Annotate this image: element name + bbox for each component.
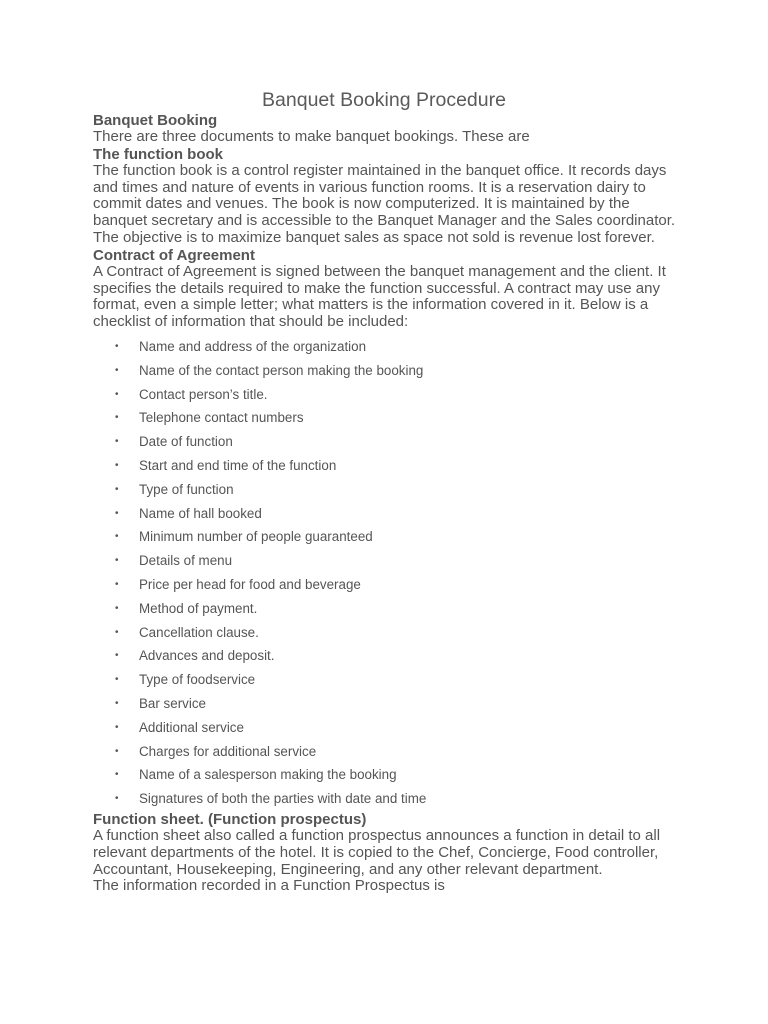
- list-item-text: Cancellation clause.: [139, 624, 259, 640]
- list-item: [93, 787, 683, 811]
- bullet-icon: •: [115, 650, 119, 662]
- bullet-icon: •: [115, 412, 119, 424]
- function-sheet-text: A function sheet also called a function prospectus announces a function in detail to all relevant departments of the hotel. It is copied to the Chef, Concierge, Food controller, Accountant, Housekeeping, Engineering, and any other relevant department.: [93, 826, 661, 878]
- list-item-text: Additional service: [139, 719, 244, 735]
- list-item: [93, 549, 683, 573]
- list-item-text: Name of hall booked: [139, 505, 262, 521]
- bullet-icon: •: [115, 388, 119, 400]
- bullet-icon: •: [115, 697, 119, 709]
- list-item: [93, 692, 683, 716]
- list-item-text: Signatures of both the parties with date and time: [139, 791, 427, 807]
- list-item-text: Details of menu: [139, 553, 233, 569]
- banquet-booking-text: There are three documents to make banquet bookings. These are: [93, 128, 530, 145]
- list-item: [93, 335, 683, 359]
- list-item: [93, 502, 683, 526]
- section-heading-contract: Contract of Agreement: [93, 246, 255, 264]
- bullet-icon: •: [115, 626, 119, 638]
- list-item: [93, 383, 683, 407]
- list-item-text: Minimum number of people guaranteed: [139, 529, 373, 545]
- list-item: [93, 621, 683, 645]
- bullet-icon: •: [115, 602, 119, 614]
- list-item: [93, 668, 683, 692]
- list-item: [93, 478, 683, 502]
- list-item: [93, 430, 683, 454]
- list-item-text: Name of the contact person making the booking: [139, 362, 424, 378]
- list-item-text: Date of function: [139, 434, 233, 450]
- list-item-text: Telephone contact numbers: [139, 410, 304, 426]
- bullet-icon: •: [115, 483, 119, 495]
- section-heading-banquet-booking: Banquet Booking: [93, 112, 218, 129]
- list-item: [93, 406, 683, 430]
- section-heading-function-book: The function book: [93, 145, 223, 163]
- bullet-icon: •: [115, 436, 119, 448]
- list-item-text: Start and end time of the function: [139, 457, 337, 473]
- list-item: [93, 740, 683, 764]
- bullet-icon: •: [115, 555, 119, 567]
- bullet-icon: •: [115, 340, 119, 352]
- list-item-text: Method of payment.: [139, 600, 258, 616]
- list-item-text: Bar service: [139, 695, 206, 711]
- list-item: [93, 573, 683, 597]
- list-item-text: Name of a salesperson making the booking: [139, 767, 397, 783]
- list-item: [93, 454, 683, 478]
- bullet-icon: •: [115, 507, 119, 519]
- bullet-icon: •: [115, 578, 119, 590]
- bullet-icon: •: [115, 531, 119, 543]
- bullet-icon: •: [115, 745, 119, 757]
- list-item: [93, 763, 683, 787]
- list-item-text: Charges for additional service: [139, 743, 317, 759]
- list-item-text: Type of foodservice: [139, 672, 256, 688]
- list-item-text: Advances and deposit.: [139, 648, 275, 664]
- list-item-text: Type of function: [139, 481, 234, 497]
- list-item-text: Contact person’s title.: [139, 386, 268, 402]
- bullet-icon: •: [115, 674, 119, 686]
- checklist: [93, 335, 683, 811]
- list-item: [93, 525, 683, 549]
- bullet-icon: •: [115, 459, 119, 471]
- list-item: [93, 644, 683, 668]
- list-item: [93, 359, 683, 383]
- list-item-text: Name and address of the organization: [139, 338, 367, 354]
- section-heading-function-sheet: Function sheet. (Function prospectus): [93, 810, 367, 828]
- bullet-icon: •: [115, 364, 119, 376]
- list-item: [93, 716, 683, 740]
- function-book-text: The function book is a control register maintained in the banquet office. It records days and times and nature of events in various function rooms. It is a reservation dairy to commit dates and venues. The book is now computerized. It is maintained by the banquet secretary and is accessible to the Banquet Manager and the Sales coordinator. The objective is to maximize banquet sales as space not sold is revenue lost forever.: [93, 161, 676, 246]
- function-sheet-text-2: The information recorded in a Function Prospectus is: [93, 877, 445, 895]
- bullet-icon: •: [115, 769, 119, 781]
- list-item-text: Price per head for food and beverage: [139, 576, 361, 592]
- page-title: Banquet Booking Procedure: [262, 89, 506, 111]
- bullet-icon: •: [115, 721, 119, 733]
- contract-text: A Contract of Agreement is signed between the banquet management and the client. It specifies the details required to make the function successful. A contract may use any format, even a simple letter; what matters is the information covered in it. Below is a checklist of information that should be included:: [93, 262, 666, 331]
- bullet-icon: •: [115, 793, 119, 805]
- document-page: [93, 88, 683, 895]
- list-item: [93, 597, 683, 621]
